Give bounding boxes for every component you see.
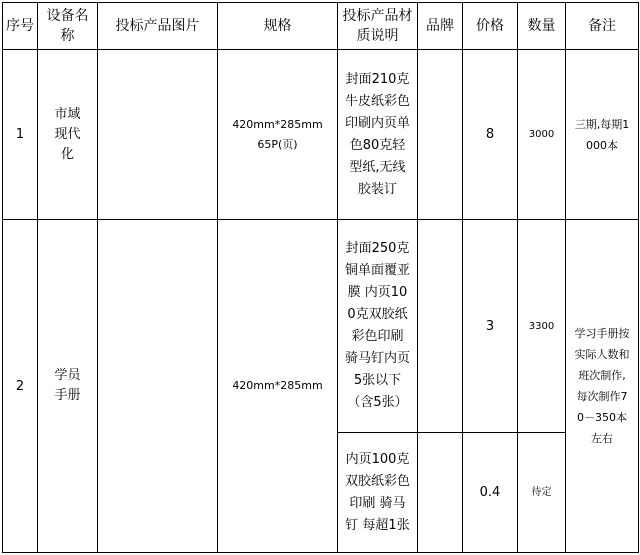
row1-note: 三期,每期1000本 bbox=[566, 50, 639, 220]
row1-spec bbox=[218, 50, 338, 220]
row2a-material: 封面250克铜单面覆亚膜 内页100克双胶纸彩色印刷 骑马钉内页5张以下（含5张） bbox=[338, 220, 418, 433]
row1-name: 市域现代化 bbox=[38, 50, 98, 220]
row1-spec-size: 420mm*285mm bbox=[232, 117, 323, 131]
row2b-material: 内页100克双胶纸彩色印刷 骑马钉 每超1张 bbox=[338, 433, 418, 553]
header-brand: 品牌 bbox=[418, 3, 463, 50]
table-row bbox=[3, 220, 639, 433]
row2-name: 学员手册 bbox=[38, 220, 98, 553]
row2-note: 学习手册按实际人数和班次制作,每次制作70－350本左右 bbox=[566, 220, 639, 553]
header-row bbox=[3, 3, 639, 50]
table-row bbox=[3, 50, 639, 220]
row2a-qty: 3300 bbox=[518, 220, 566, 433]
procurement-table bbox=[2, 2, 639, 553]
row2a-brand bbox=[418, 220, 463, 433]
row1-spec-pages: 65P(页) bbox=[257, 137, 298, 151]
header-name: 设备名称 bbox=[38, 3, 98, 50]
row2b-qty: 待定 bbox=[518, 433, 566, 553]
header-image: 投标产品图片 bbox=[98, 3, 218, 50]
row2-image bbox=[98, 220, 218, 553]
header-seq: 序号 bbox=[3, 3, 38, 50]
row1-image bbox=[98, 50, 218, 220]
row1-price: 8 bbox=[463, 50, 518, 220]
header-spec: 规格 bbox=[218, 3, 338, 50]
row2-seq: 2 bbox=[3, 220, 38, 553]
row1-brand bbox=[418, 50, 463, 220]
row2b-price: 0.4 bbox=[463, 433, 518, 553]
header-note: 备注 bbox=[566, 3, 639, 50]
row2b-brand bbox=[418, 433, 463, 553]
row2a-price: 3 bbox=[463, 220, 518, 433]
header-material: 投标产品材质说明 bbox=[338, 3, 418, 50]
row1-material: 封面210克牛皮纸彩色印刷内页单色80克轻型纸,无线胶装订 bbox=[338, 50, 418, 220]
row2-spec: 420mm*285mm bbox=[218, 220, 338, 553]
header-qty: 数量 bbox=[518, 3, 566, 50]
header-price: 价格 bbox=[463, 3, 518, 50]
row1-seq: 1 bbox=[3, 50, 38, 220]
row1-qty: 3000 bbox=[518, 50, 566, 220]
